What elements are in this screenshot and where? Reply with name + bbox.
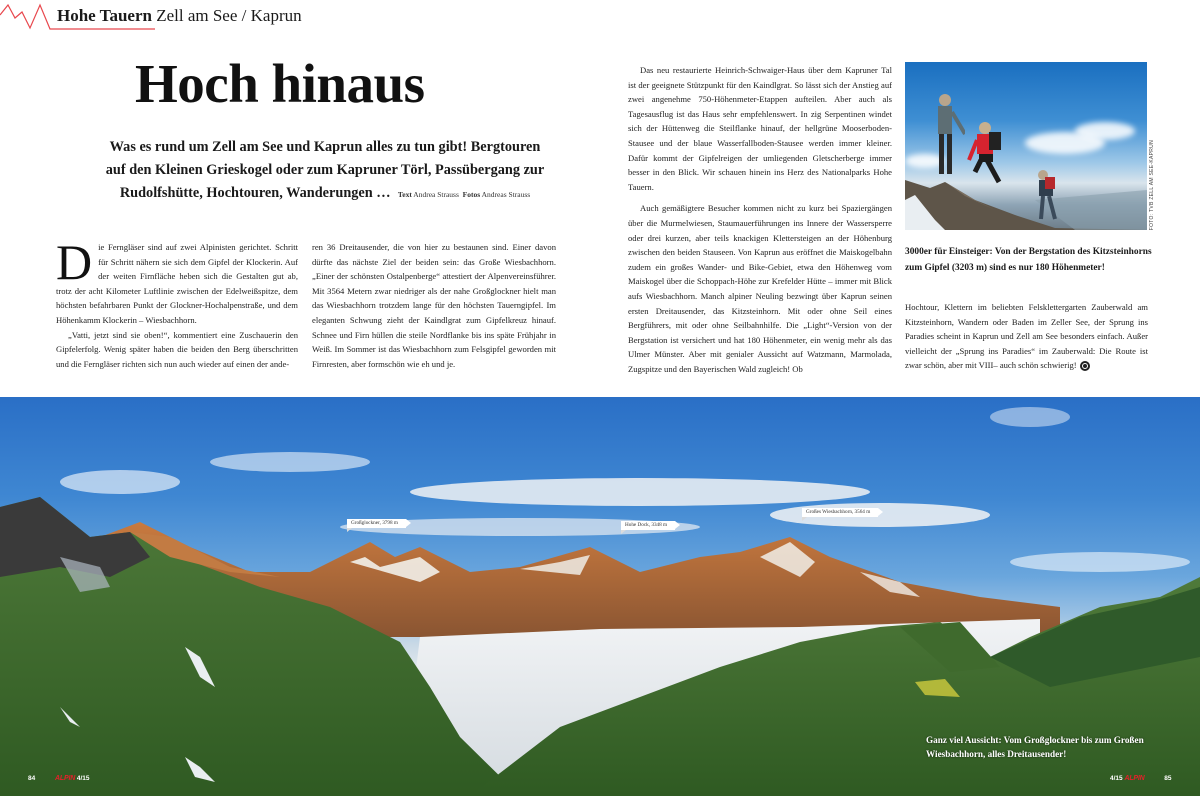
panorama-caption: Ganz viel Aussicht: Vom Großglockner bis zum Großen Wiesbachhorn, alles Dreitausender!	[926, 735, 1144, 759]
issue-number: 4/15	[76, 775, 90, 782]
drop-cap: D	[56, 234, 93, 290]
article-lead	[100, 136, 550, 206]
climber-figure	[925, 90, 965, 180]
photo-caption: 3000er für Einsteiger: Von der Bergstation des Kitzsteinhorns zum Gipfel (3203 m) sind es nur 180 Höhenmeter!	[905, 247, 1152, 273]
paragraph: ren 36 Dreitausender, die von hier zu bestaunen sind. Einer davon dürfte das nächste Ziel der beiden sein: das Große Wiesbachhorn. „Einer der schönsten Ostalpenberge“ attestiert der Alpenvereinsführer. Mit 3564 Metern zwar niedriger als der nahe Großglockner hielt man das Wiesbachhorn trotzdem lange für den höchsten Tauerngipfel. Im eleganten Schwung zieht der Kaindlgrat zum Gipfelkreuz hinauf. Schnee und Firn hüllen die steile Nordflanke bis ins späte Frühjahr in Weiß. Im Sommer ist das Wiesbachhorn zum Felsgipfel geworden mit Firnresten, aber formschön wie eh und je.	[312, 242, 556, 369]
photo-credit: FOTO: TVB ZELL AM SEE-KAPRUN	[1149, 140, 1155, 231]
climbers-photo	[905, 62, 1147, 230]
byline-text-label: Text	[397, 190, 412, 199]
brand-logo: ALPIN	[1124, 775, 1145, 782]
paragraph: „Vatti, jetzt sind sie oben!“, kommentiert eine Zuschauerin den Gipfelerfolg. Wenig später haben die beiden den Berg überschritten und die Ferngläser richten sich nun auch wieder auf einen der ande-	[56, 329, 298, 369]
climber-figure	[967, 120, 1012, 190]
body-column-1	[56, 234, 298, 371]
body-column-2	[312, 240, 556, 371]
climber-figure	[1031, 167, 1065, 222]
peak-label-hohe-dock: Hohe Dock, 3348 m	[621, 521, 675, 530]
byline	[394, 190, 530, 199]
cloud-shape	[1075, 122, 1135, 140]
paragraph-text: Hochtour, Klettern im beliebten Felsklettergarten Zauberwald am Kitzsteinhorn, Wandern oder Baden im Zeller See, der Sprung ins Paradies scheint in Kaprun und Zell am See besonders einfach. Außer vielleicht der „Sprung ins Paradies“ im Zauberwald: Die Route ist zwar schön, aber mit VIII– auch schön schwierig!	[905, 302, 1148, 371]
body-column-3	[628, 63, 892, 376]
peak-label-grossglockner: Großglockner, 3798 m	[347, 519, 406, 528]
paragraph	[905, 300, 1148, 373]
byline-photo-author: Andreas Strauss	[481, 190, 531, 199]
peak-label-grosses-wiesbachhorn: Großes Wiesbachhorn, 3564 m	[802, 508, 878, 517]
byline-photo-label: Fotos	[462, 190, 481, 199]
section-title-rest: Zell am See / Kaprun	[156, 6, 302, 25]
end-of-article-icon	[1080, 361, 1090, 371]
folio-left	[28, 775, 90, 782]
brand-logo: ALPIN	[55, 775, 76, 782]
body-column-4	[905, 300, 1148, 373]
section-title-bold: Hohe Tauern	[57, 6, 152, 25]
byline-text-author: Andrea Strauss	[413, 190, 459, 199]
paragraph: Auch gemäßigtere Besucher kommen nicht zu kurz bei Spaziergängen über die Murmelwiesen, Staumauerführungen ins Innere der Wassersperre oder drei kurzen, aber teils knackigen Klettersteigen an der Höhenburg zwischen den beiden Stauseen. Von Kaprun aus eröffnet die Maiskogelbahn zudem ein großes Wander- und Bike-Gebiet, etwa den Höhenweg vom Maiskogel über die Schoppach-Höhe zur Krefelder Hütte – immer mit Blick aufs Wiesbachhorn. Manch alpiner Neuling bezwingt über Kaprun seinen ersten Dreitausender, das Kitzsteinhorn. Mit oder ohne Seil eines Bergführers, mit oder ohne Seilbahnhilfe. Die „Light“-Version von der Bergstation ist versichert und hat 180 Höhenmeter, ein wenig mehr als das Ulmer Münster. Aber mit genialer Aussicht auf Watzmann, Marmolada, Zugspitze und den Bayerischen Wald zugleich! Ob	[628, 203, 892, 374]
section-header	[0, 0, 400, 40]
section-title	[57, 6, 302, 26]
paragraph: ie Ferngläser sind auf zwei Alpinisten gerichtet. Schritt für Schritt nähern sie sich dem Gipfel der Klockerin. Auf der weiten Firnfläche heben sich die Gestalten gut ab, trotz der acht Kilometer Luftlinie zwischen der Edelweißspitze, dem höchsten befahrbaren Punkt der Glockner-Hochalpenstraße, und dem Höhenkamm Klockerin – Wiesbachhorn.	[56, 242, 298, 325]
folio-right	[1110, 775, 1172, 782]
lead-text: Was es rund um Zell am See und Kaprun alles zu tun gibt! Bergtouren auf den Kleinen Grieskogel oder zum Kapruner Törl, Passübergang zur Rudolfshütte, Hochtouren, Wanderungen …	[105, 139, 545, 201]
page-number-right: 85	[1164, 775, 1172, 782]
issue-number: 4/15	[1110, 775, 1123, 782]
article-headline: Hoch hinaus	[135, 53, 425, 114]
page-number-left: 84	[28, 775, 36, 782]
paragraph: Das neu restaurierte Heinrich-Schwaiger-Haus über dem Kapruner Tal ist der geeignete Stützpunkt für den Kaindlgrat. So lässt sich der Anstieg auf zwei angenehme 750-Höhenmeter-Etappen aufteilen. Aber auch als Tagesausflug ist das Haus sehr empfehlenswert. In zig Serpentinen windet sich der Hüttenweg die Steilflanke hinauf, der hellgrüne Mooserboden-Stausee und der blaue Wasserfallboden-Stausee werden immer kleiner. Dafür kommt der Gipfelreigen der umliegenden Gletscherberge immer besser in den Blick. Wir schauen hinein ins Herz des Nationalparks Hohe Tauern.	[628, 65, 892, 192]
